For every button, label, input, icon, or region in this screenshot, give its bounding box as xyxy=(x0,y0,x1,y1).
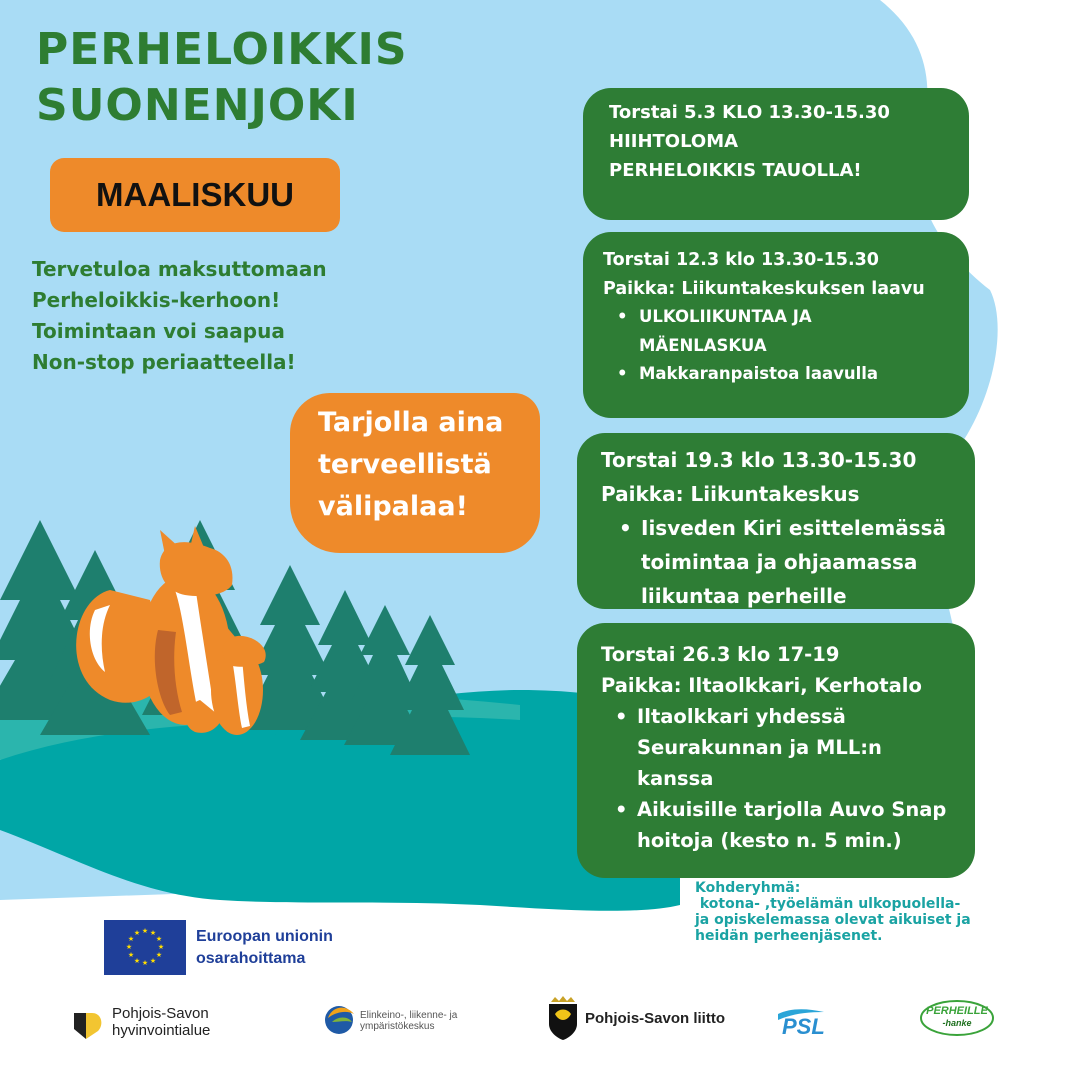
target-line: heidän perheenjäsenet. xyxy=(695,928,883,944)
intro-line: Non-stop periaatteella! xyxy=(32,350,296,374)
bullet-text: Iisveden Kiri esittelemässä toimintaa ja ohjaamassa liikuntaa perheille xyxy=(641,516,946,608)
svg-text:★: ★ xyxy=(149,957,157,965)
ely-line: ympäristökeskus xyxy=(360,1021,435,1032)
bullet-icon: • xyxy=(617,307,628,326)
event-card-4 xyxy=(577,623,975,878)
ely-line: Elinkeino-, liikenne- ja xyxy=(360,1010,458,1021)
svg-text:★: ★ xyxy=(141,959,149,967)
poster-title xyxy=(36,22,408,134)
intro-line: Tervetuloa maksuttomaan xyxy=(32,257,327,281)
pshva-line: hyvinvointialue xyxy=(112,1022,211,1039)
target-label: Kohderyhmä: xyxy=(695,880,801,896)
svg-text:★: ★ xyxy=(127,951,135,959)
svg-text:★: ★ xyxy=(127,935,135,943)
eu-flag-icon xyxy=(104,920,186,975)
event-bullets xyxy=(601,511,975,613)
bullet-icon: • xyxy=(615,705,628,728)
title-line-1: PERHELOIKKIS xyxy=(36,24,408,75)
event-bullet xyxy=(603,303,969,360)
title-line-2: SUONENJOKI xyxy=(36,80,359,131)
event-line: PERHELOIKKIS TAUOLLA! xyxy=(609,160,862,181)
pshva-icon xyxy=(72,1007,106,1041)
event-card-2 xyxy=(583,232,969,418)
perheille-line: -hanke xyxy=(942,1018,972,1028)
svg-text:★: ★ xyxy=(133,929,141,937)
pshva-line: Pohjois-Savon xyxy=(112,1005,209,1022)
svg-text:★: ★ xyxy=(157,943,165,951)
eu-stars-icon xyxy=(104,920,186,975)
event-bullet xyxy=(601,511,975,613)
coat-of-arms-icon xyxy=(547,996,579,1040)
target-line: ja opiskelemassa olevat aikuiset ja xyxy=(695,912,971,928)
svg-text:★: ★ xyxy=(125,943,133,951)
event-title: Torstai 19.3 klo 13.30-15.30 xyxy=(601,448,917,472)
svg-text:★: ★ xyxy=(155,935,163,943)
svg-text:★: ★ xyxy=(155,951,163,959)
event-bullets xyxy=(603,303,969,389)
event-place: Paikka: Liikuntakeskuksen laavu xyxy=(603,278,925,299)
event-bullet xyxy=(601,794,975,856)
intro-text xyxy=(32,254,327,378)
snack-text xyxy=(318,402,503,528)
event-bullets xyxy=(601,701,975,856)
bullet-text: Makkaranpaistoa laavulla xyxy=(639,364,879,383)
svg-text:★: ★ xyxy=(149,929,157,937)
ely-icon xyxy=(322,1000,356,1036)
bullet-text: ULKOLIIKUNTAA JA MÄENLASKUA xyxy=(639,307,812,355)
target-group xyxy=(695,880,971,944)
bullet-text: Aikuisille tarjolla Auvo Snap hoitoja (kesto n. 5 min.) xyxy=(637,798,947,852)
snack-line: terveellistä xyxy=(318,449,492,480)
snack-line: Tarjolla aina xyxy=(318,407,504,438)
event-line: HIIHTOLOMA xyxy=(609,131,739,152)
bullet-icon: • xyxy=(619,516,632,540)
event-title: Torstai 26.3 klo 17-19 xyxy=(601,643,840,666)
psl-text: PSL xyxy=(782,1014,825,1039)
intro-line: Perheloikkis-kerhoon! xyxy=(32,288,281,312)
event-card-3 xyxy=(577,433,975,609)
event-place: Paikka: Iltaolkkari, Kerhotalo xyxy=(601,674,922,697)
perheille-line: PERHEILLE xyxy=(926,1005,988,1017)
svg-text:★: ★ xyxy=(133,957,141,965)
intro-line: Toimintaan voi saapua xyxy=(32,319,285,343)
eu-line: Euroopan unionin xyxy=(196,928,333,945)
perheille-logo xyxy=(920,1000,994,1036)
svg-text:★: ★ xyxy=(141,927,149,935)
event-bullet xyxy=(603,360,969,389)
eu-funding-text xyxy=(196,926,333,970)
event-title: Torstai 5.3 KLO 13.30-15.30 xyxy=(609,102,890,123)
event-title: Torstai 12.3 klo 13.30-15.30 xyxy=(603,250,879,270)
bullet-icon: • xyxy=(617,364,628,383)
target-line: kotona- ,työelämän ulkopuolella- xyxy=(695,896,961,912)
snack-line: välipalaa! xyxy=(318,491,468,522)
month-badge: MAALISKUU xyxy=(50,158,340,232)
event-place: Paikka: Liikuntakeskus xyxy=(601,482,860,506)
eu-line: osarahoittama xyxy=(196,950,306,967)
event-card-1 xyxy=(583,88,969,220)
liitto-name: Pohjois-Savon liitto xyxy=(585,1010,726,1027)
bullet-icon: • xyxy=(615,798,628,821)
bullet-text: Iltaolkkari yhdessä Seurakunnan ja MLL:n kanssa xyxy=(637,705,882,790)
event-bullet xyxy=(601,701,975,794)
